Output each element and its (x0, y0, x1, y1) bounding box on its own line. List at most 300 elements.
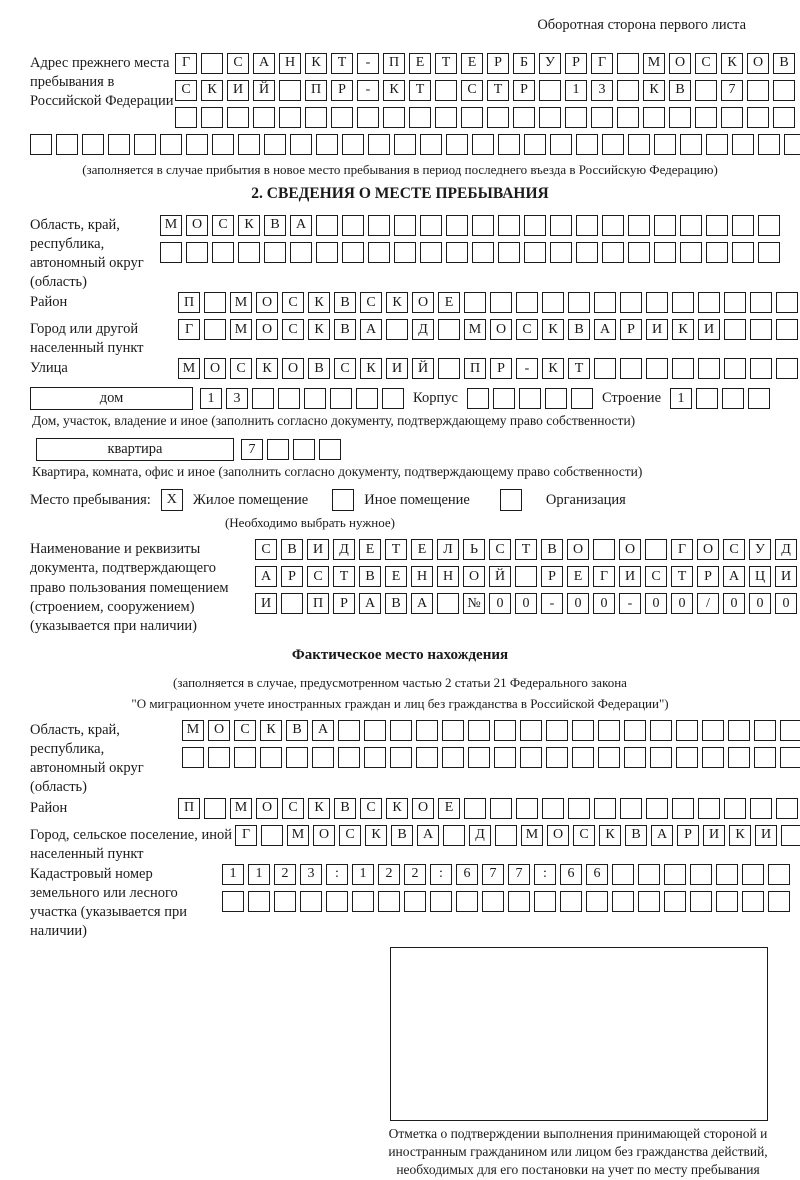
char-cell[interactable] (638, 891, 660, 912)
char-cell[interactable] (368, 215, 390, 236)
char-cell[interactable]: С (516, 319, 538, 340)
char-cell[interactable]: М (464, 319, 486, 340)
char-cell[interactable] (628, 242, 650, 263)
char-cell[interactable]: 0 (515, 593, 537, 614)
char-cell[interactable] (227, 107, 249, 128)
char-cell[interactable] (487, 107, 509, 128)
char-cell[interactable]: С (695, 53, 717, 74)
char-cell[interactable]: А (594, 319, 616, 340)
char-cell[interactable] (186, 134, 208, 155)
char-cell[interactable] (420, 215, 442, 236)
char-cell[interactable] (520, 720, 542, 741)
char-cell[interactable]: Т (568, 358, 590, 379)
char-cell[interactable]: П (307, 593, 329, 614)
char-cell[interactable] (568, 798, 590, 819)
char-cell[interactable] (515, 566, 537, 587)
char-cell[interactable]: Р (490, 358, 512, 379)
char-cell[interactable] (617, 53, 639, 74)
char-cell[interactable]: 3 (591, 80, 613, 101)
char-cell[interactable]: Т (385, 539, 407, 560)
char-cell[interactable] (420, 242, 442, 263)
char-cell[interactable]: : (534, 864, 556, 885)
char-cell[interactable] (364, 720, 386, 741)
char-cell[interactable]: С (645, 566, 667, 587)
char-cell[interactable]: С (175, 80, 197, 101)
char-cell[interactable] (456, 891, 478, 912)
char-cell[interactable] (160, 242, 182, 263)
char-cell[interactable] (394, 215, 416, 236)
char-cell[interactable]: 1 (352, 864, 374, 885)
char-cell[interactable] (208, 747, 230, 768)
char-cell[interactable]: М (160, 215, 182, 236)
char-cell[interactable]: Д (469, 825, 491, 846)
char-cell[interactable]: В (541, 539, 563, 560)
char-cell[interactable] (252, 388, 274, 409)
char-cell[interactable] (698, 798, 720, 819)
char-cell[interactable]: О (256, 292, 278, 313)
char-cell[interactable] (513, 107, 535, 128)
char-cell[interactable] (279, 107, 301, 128)
char-cell[interactable] (654, 242, 676, 263)
char-cell[interactable] (628, 134, 650, 155)
char-cell[interactable] (534, 891, 556, 912)
char-cell[interactable]: О (669, 53, 691, 74)
char-cell[interactable]: К (365, 825, 387, 846)
char-cell[interactable] (494, 747, 516, 768)
char-cell[interactable]: К (386, 292, 408, 313)
char-cell[interactable] (672, 292, 694, 313)
char-cell[interactable]: Г (591, 53, 613, 74)
char-cell[interactable] (212, 242, 234, 263)
char-cell[interactable] (482, 891, 504, 912)
char-cell[interactable]: Р (541, 566, 563, 587)
char-cell[interactable]: О (204, 358, 226, 379)
char-cell[interactable]: С (339, 825, 361, 846)
char-cell[interactable] (598, 720, 620, 741)
char-cell[interactable]: С (461, 80, 483, 101)
char-cell[interactable]: И (775, 566, 797, 587)
char-cell[interactable] (290, 242, 312, 263)
char-cell[interactable] (781, 825, 800, 846)
char-cell[interactable]: К (542, 358, 564, 379)
char-cell[interactable]: О (567, 539, 589, 560)
char-cell[interactable]: М (178, 358, 200, 379)
char-cell[interactable] (186, 242, 208, 263)
char-cell[interactable] (706, 134, 728, 155)
char-cell[interactable] (542, 292, 564, 313)
char-cell[interactable] (204, 292, 226, 313)
char-cell[interactable]: К (308, 292, 330, 313)
char-cell[interactable]: Й (489, 566, 511, 587)
char-cell[interactable] (690, 891, 712, 912)
char-cell[interactable]: Т (331, 53, 353, 74)
char-cell[interactable] (654, 215, 676, 236)
house-type-box[interactable]: дом (30, 387, 193, 410)
char-cell[interactable] (695, 107, 717, 128)
char-cell[interactable] (780, 747, 800, 768)
char-cell[interactable]: М (230, 319, 252, 340)
char-cell[interactable] (758, 242, 780, 263)
char-cell[interactable] (638, 864, 660, 885)
char-cell[interactable]: С (360, 292, 382, 313)
char-cell[interactable] (464, 292, 486, 313)
char-cell[interactable] (732, 215, 754, 236)
char-cell[interactable]: К (308, 798, 330, 819)
char-cell[interactable]: Г (175, 53, 197, 74)
char-cell[interactable] (519, 388, 541, 409)
char-cell[interactable] (747, 107, 769, 128)
char-cell[interactable] (724, 319, 746, 340)
char-cell[interactable] (576, 242, 598, 263)
char-cell[interactable]: 6 (456, 864, 478, 885)
char-cell[interactable] (612, 891, 634, 912)
char-cell[interactable]: К (383, 80, 405, 101)
char-cell[interactable] (368, 134, 390, 155)
char-cell[interactable]: Е (567, 566, 589, 587)
char-cell[interactable] (539, 107, 561, 128)
char-cell[interactable]: С (212, 215, 234, 236)
char-cell[interactable]: А (723, 566, 745, 587)
char-cell[interactable] (204, 798, 226, 819)
char-cell[interactable] (732, 134, 754, 155)
char-cell[interactable]: В (334, 319, 356, 340)
char-cell[interactable]: 7 (721, 80, 743, 101)
char-cell[interactable] (524, 242, 546, 263)
char-cell[interactable] (628, 215, 650, 236)
char-cell[interactable]: И (227, 80, 249, 101)
char-cell[interactable] (591, 107, 613, 128)
char-cell[interactable]: К (201, 80, 223, 101)
char-cell[interactable] (576, 215, 598, 236)
char-cell[interactable] (82, 134, 104, 155)
char-cell[interactable] (676, 720, 698, 741)
char-cell[interactable]: И (255, 593, 277, 614)
char-cell[interactable]: В (334, 292, 356, 313)
char-cell[interactable] (420, 134, 442, 155)
char-cell[interactable]: И (619, 566, 641, 587)
char-cell[interactable] (593, 539, 615, 560)
char-cell[interactable]: Г (671, 539, 693, 560)
char-cell[interactable] (724, 798, 746, 819)
char-cell[interactable] (467, 388, 489, 409)
char-cell[interactable]: Д (775, 539, 797, 560)
char-cell[interactable] (750, 319, 772, 340)
char-cell[interactable]: К (599, 825, 621, 846)
char-cell[interactable] (758, 134, 780, 155)
char-cell[interactable]: 1 (200, 388, 222, 409)
checkbox-other-premises[interactable] (332, 489, 354, 511)
char-cell[interactable] (646, 358, 668, 379)
char-cell[interactable] (472, 134, 494, 155)
char-cell[interactable] (438, 358, 460, 379)
char-cell[interactable] (443, 825, 465, 846)
char-cell[interactable]: Е (359, 539, 381, 560)
char-cell[interactable]: Г (593, 566, 615, 587)
char-cell[interactable]: А (312, 720, 334, 741)
char-cell[interactable] (342, 215, 364, 236)
char-cell[interactable]: В (669, 80, 691, 101)
char-cell[interactable]: Л (437, 539, 459, 560)
char-cell[interactable] (264, 134, 286, 155)
char-cell[interactable] (293, 439, 315, 460)
char-cell[interactable]: Р (281, 566, 303, 587)
char-cell[interactable] (386, 319, 408, 340)
char-cell[interactable] (438, 319, 460, 340)
char-cell[interactable]: К (729, 825, 751, 846)
char-cell[interactable]: Р (697, 566, 719, 587)
char-cell[interactable]: К (305, 53, 327, 74)
char-cell[interactable] (545, 388, 567, 409)
char-cell[interactable]: В (773, 53, 795, 74)
char-cell[interactable] (776, 798, 798, 819)
char-cell[interactable]: 7 (508, 864, 530, 885)
char-cell[interactable]: Б (513, 53, 535, 74)
char-cell[interactable]: К (238, 215, 260, 236)
char-cell[interactable] (490, 798, 512, 819)
char-cell[interactable] (364, 747, 386, 768)
char-cell[interactable]: 1 (248, 864, 270, 885)
char-cell[interactable]: Т (409, 80, 431, 101)
char-cell[interactable] (378, 891, 400, 912)
char-cell[interactable] (201, 107, 223, 128)
char-cell[interactable] (706, 242, 728, 263)
char-cell[interactable]: М (643, 53, 665, 74)
char-cell[interactable] (212, 134, 234, 155)
char-cell[interactable]: У (539, 53, 561, 74)
char-cell[interactable] (516, 292, 538, 313)
char-cell[interactable] (550, 215, 572, 236)
char-cell[interactable]: О (256, 319, 278, 340)
char-cell[interactable] (253, 107, 275, 128)
char-cell[interactable] (669, 107, 691, 128)
char-cell[interactable] (498, 242, 520, 263)
char-cell[interactable]: 1 (222, 864, 244, 885)
char-cell[interactable] (542, 798, 564, 819)
char-cell[interactable] (560, 891, 582, 912)
char-cell[interactable]: И (646, 319, 668, 340)
char-cell[interactable] (550, 134, 572, 155)
char-cell[interactable]: М (182, 720, 204, 741)
char-cell[interactable] (617, 80, 639, 101)
char-cell[interactable] (680, 134, 702, 155)
char-cell[interactable] (222, 891, 244, 912)
char-cell[interactable]: 1 (670, 388, 692, 409)
char-cell[interactable] (390, 720, 412, 741)
char-cell[interactable]: С (723, 539, 745, 560)
char-cell[interactable] (416, 720, 438, 741)
char-cell[interactable] (290, 134, 312, 155)
char-cell[interactable] (312, 747, 334, 768)
char-cell[interactable]: А (253, 53, 275, 74)
char-cell[interactable] (586, 891, 608, 912)
char-cell[interactable] (404, 891, 426, 912)
char-cell[interactable]: 3 (300, 864, 322, 885)
char-cell[interactable] (776, 358, 798, 379)
char-cell[interactable]: Е (409, 53, 431, 74)
char-cell[interactable] (645, 539, 667, 560)
char-cell[interactable]: 0 (645, 593, 667, 614)
char-cell[interactable] (576, 134, 598, 155)
char-cell[interactable] (260, 747, 282, 768)
char-cell[interactable]: С (334, 358, 356, 379)
char-cell[interactable]: С (234, 720, 256, 741)
char-cell[interactable] (716, 891, 738, 912)
char-cell[interactable] (643, 107, 665, 128)
char-cell[interactable]: Е (461, 53, 483, 74)
char-cell[interactable] (747, 80, 769, 101)
char-cell[interactable]: У (749, 539, 771, 560)
char-cell[interactable]: Й (412, 358, 434, 379)
char-cell[interactable] (617, 107, 639, 128)
char-cell[interactable] (748, 388, 770, 409)
char-cell[interactable] (390, 747, 412, 768)
char-cell[interactable] (602, 242, 624, 263)
checkbox-residential[interactable]: X (161, 489, 183, 511)
char-cell[interactable] (680, 215, 702, 236)
char-cell[interactable] (702, 747, 724, 768)
char-cell[interactable] (698, 358, 720, 379)
char-cell[interactable] (238, 242, 260, 263)
char-cell[interactable] (182, 747, 204, 768)
char-cell[interactable] (442, 720, 464, 741)
char-cell[interactable]: - (619, 593, 641, 614)
char-cell[interactable] (468, 747, 490, 768)
char-cell[interactable] (750, 292, 772, 313)
char-cell[interactable]: И (698, 319, 720, 340)
char-cell[interactable] (437, 593, 459, 614)
char-cell[interactable]: Г (235, 825, 257, 846)
char-cell[interactable] (304, 388, 326, 409)
char-cell[interactable] (305, 107, 327, 128)
char-cell[interactable] (702, 720, 724, 741)
char-cell[interactable] (498, 215, 520, 236)
char-cell[interactable]: - (357, 53, 379, 74)
char-cell[interactable] (550, 242, 572, 263)
char-cell[interactable]: Р (513, 80, 535, 101)
char-cell[interactable]: Г (178, 319, 200, 340)
char-cell[interactable]: : (326, 864, 348, 885)
char-cell[interactable] (468, 720, 490, 741)
char-cell[interactable] (356, 388, 378, 409)
char-cell[interactable]: Т (333, 566, 355, 587)
char-cell[interactable] (382, 388, 404, 409)
char-cell[interactable]: С (573, 825, 595, 846)
char-cell[interactable] (598, 747, 620, 768)
char-cell[interactable]: Е (411, 539, 433, 560)
char-cell[interactable] (696, 388, 718, 409)
char-cell[interactable]: М (230, 292, 252, 313)
char-cell[interactable]: О (490, 319, 512, 340)
char-cell[interactable] (620, 292, 642, 313)
char-cell[interactable] (664, 891, 686, 912)
char-cell[interactable] (494, 720, 516, 741)
char-cell[interactable]: Т (435, 53, 457, 74)
char-cell[interactable] (776, 292, 798, 313)
char-cell[interactable] (330, 388, 352, 409)
char-cell[interactable] (784, 134, 800, 155)
char-cell[interactable]: В (385, 593, 407, 614)
char-cell[interactable]: / (697, 593, 719, 614)
char-cell[interactable] (435, 107, 457, 128)
char-cell[interactable] (472, 215, 494, 236)
char-cell[interactable]: В (308, 358, 330, 379)
char-cell[interactable] (175, 107, 197, 128)
char-cell[interactable] (357, 107, 379, 128)
char-cell[interactable]: А (417, 825, 439, 846)
char-cell[interactable]: А (255, 566, 277, 587)
char-cell[interactable] (409, 107, 431, 128)
char-cell[interactable] (498, 134, 520, 155)
char-cell[interactable] (490, 292, 512, 313)
char-cell[interactable] (680, 242, 702, 263)
char-cell[interactable] (602, 134, 624, 155)
char-cell[interactable] (461, 107, 483, 128)
char-cell[interactable]: 0 (723, 593, 745, 614)
confirmation-stamp-box[interactable] (390, 947, 768, 1121)
char-cell[interactable] (572, 720, 594, 741)
char-cell[interactable] (160, 134, 182, 155)
char-cell[interactable] (602, 215, 624, 236)
char-cell[interactable]: Е (385, 566, 407, 587)
char-cell[interactable]: К (360, 358, 382, 379)
char-cell[interactable] (435, 80, 457, 101)
char-cell[interactable] (716, 864, 738, 885)
char-cell[interactable] (780, 720, 800, 741)
char-cell[interactable] (56, 134, 78, 155)
char-cell[interactable] (650, 720, 672, 741)
char-cell[interactable] (316, 215, 338, 236)
char-cell[interactable] (721, 107, 743, 128)
char-cell[interactable]: С (255, 539, 277, 560)
char-cell[interactable] (368, 242, 390, 263)
char-cell[interactable]: Й (253, 80, 275, 101)
char-cell[interactable]: А (359, 593, 381, 614)
char-cell[interactable] (383, 107, 405, 128)
char-cell[interactable]: В (281, 539, 303, 560)
char-cell[interactable]: 0 (593, 593, 615, 614)
char-cell[interactable]: - (541, 593, 563, 614)
char-cell[interactable] (442, 747, 464, 768)
char-cell[interactable]: В (359, 566, 381, 587)
char-cell[interactable]: 2 (378, 864, 400, 885)
char-cell[interactable]: К (643, 80, 665, 101)
char-cell[interactable] (539, 80, 561, 101)
char-cell[interactable]: К (721, 53, 743, 74)
char-cell[interactable] (274, 891, 296, 912)
char-cell[interactable] (728, 720, 750, 741)
char-cell[interactable]: Р (677, 825, 699, 846)
char-cell[interactable]: № (463, 593, 485, 614)
char-cell[interactable] (524, 134, 546, 155)
char-cell[interactable]: В (334, 798, 356, 819)
char-cell[interactable] (594, 292, 616, 313)
char-cell[interactable]: О (463, 566, 485, 587)
char-cell[interactable]: С (360, 798, 382, 819)
char-cell[interactable] (464, 798, 486, 819)
char-cell[interactable] (742, 891, 764, 912)
char-cell[interactable] (279, 80, 301, 101)
char-cell[interactable]: М (287, 825, 309, 846)
char-cell[interactable]: С (307, 566, 329, 587)
char-cell[interactable] (750, 798, 772, 819)
char-cell[interactable]: О (208, 720, 230, 741)
char-cell[interactable]: М (521, 825, 543, 846)
char-cell[interactable]: О (313, 825, 335, 846)
char-cell[interactable]: Т (487, 80, 509, 101)
char-cell[interactable] (672, 358, 694, 379)
char-cell[interactable] (672, 798, 694, 819)
char-cell[interactable] (108, 134, 130, 155)
